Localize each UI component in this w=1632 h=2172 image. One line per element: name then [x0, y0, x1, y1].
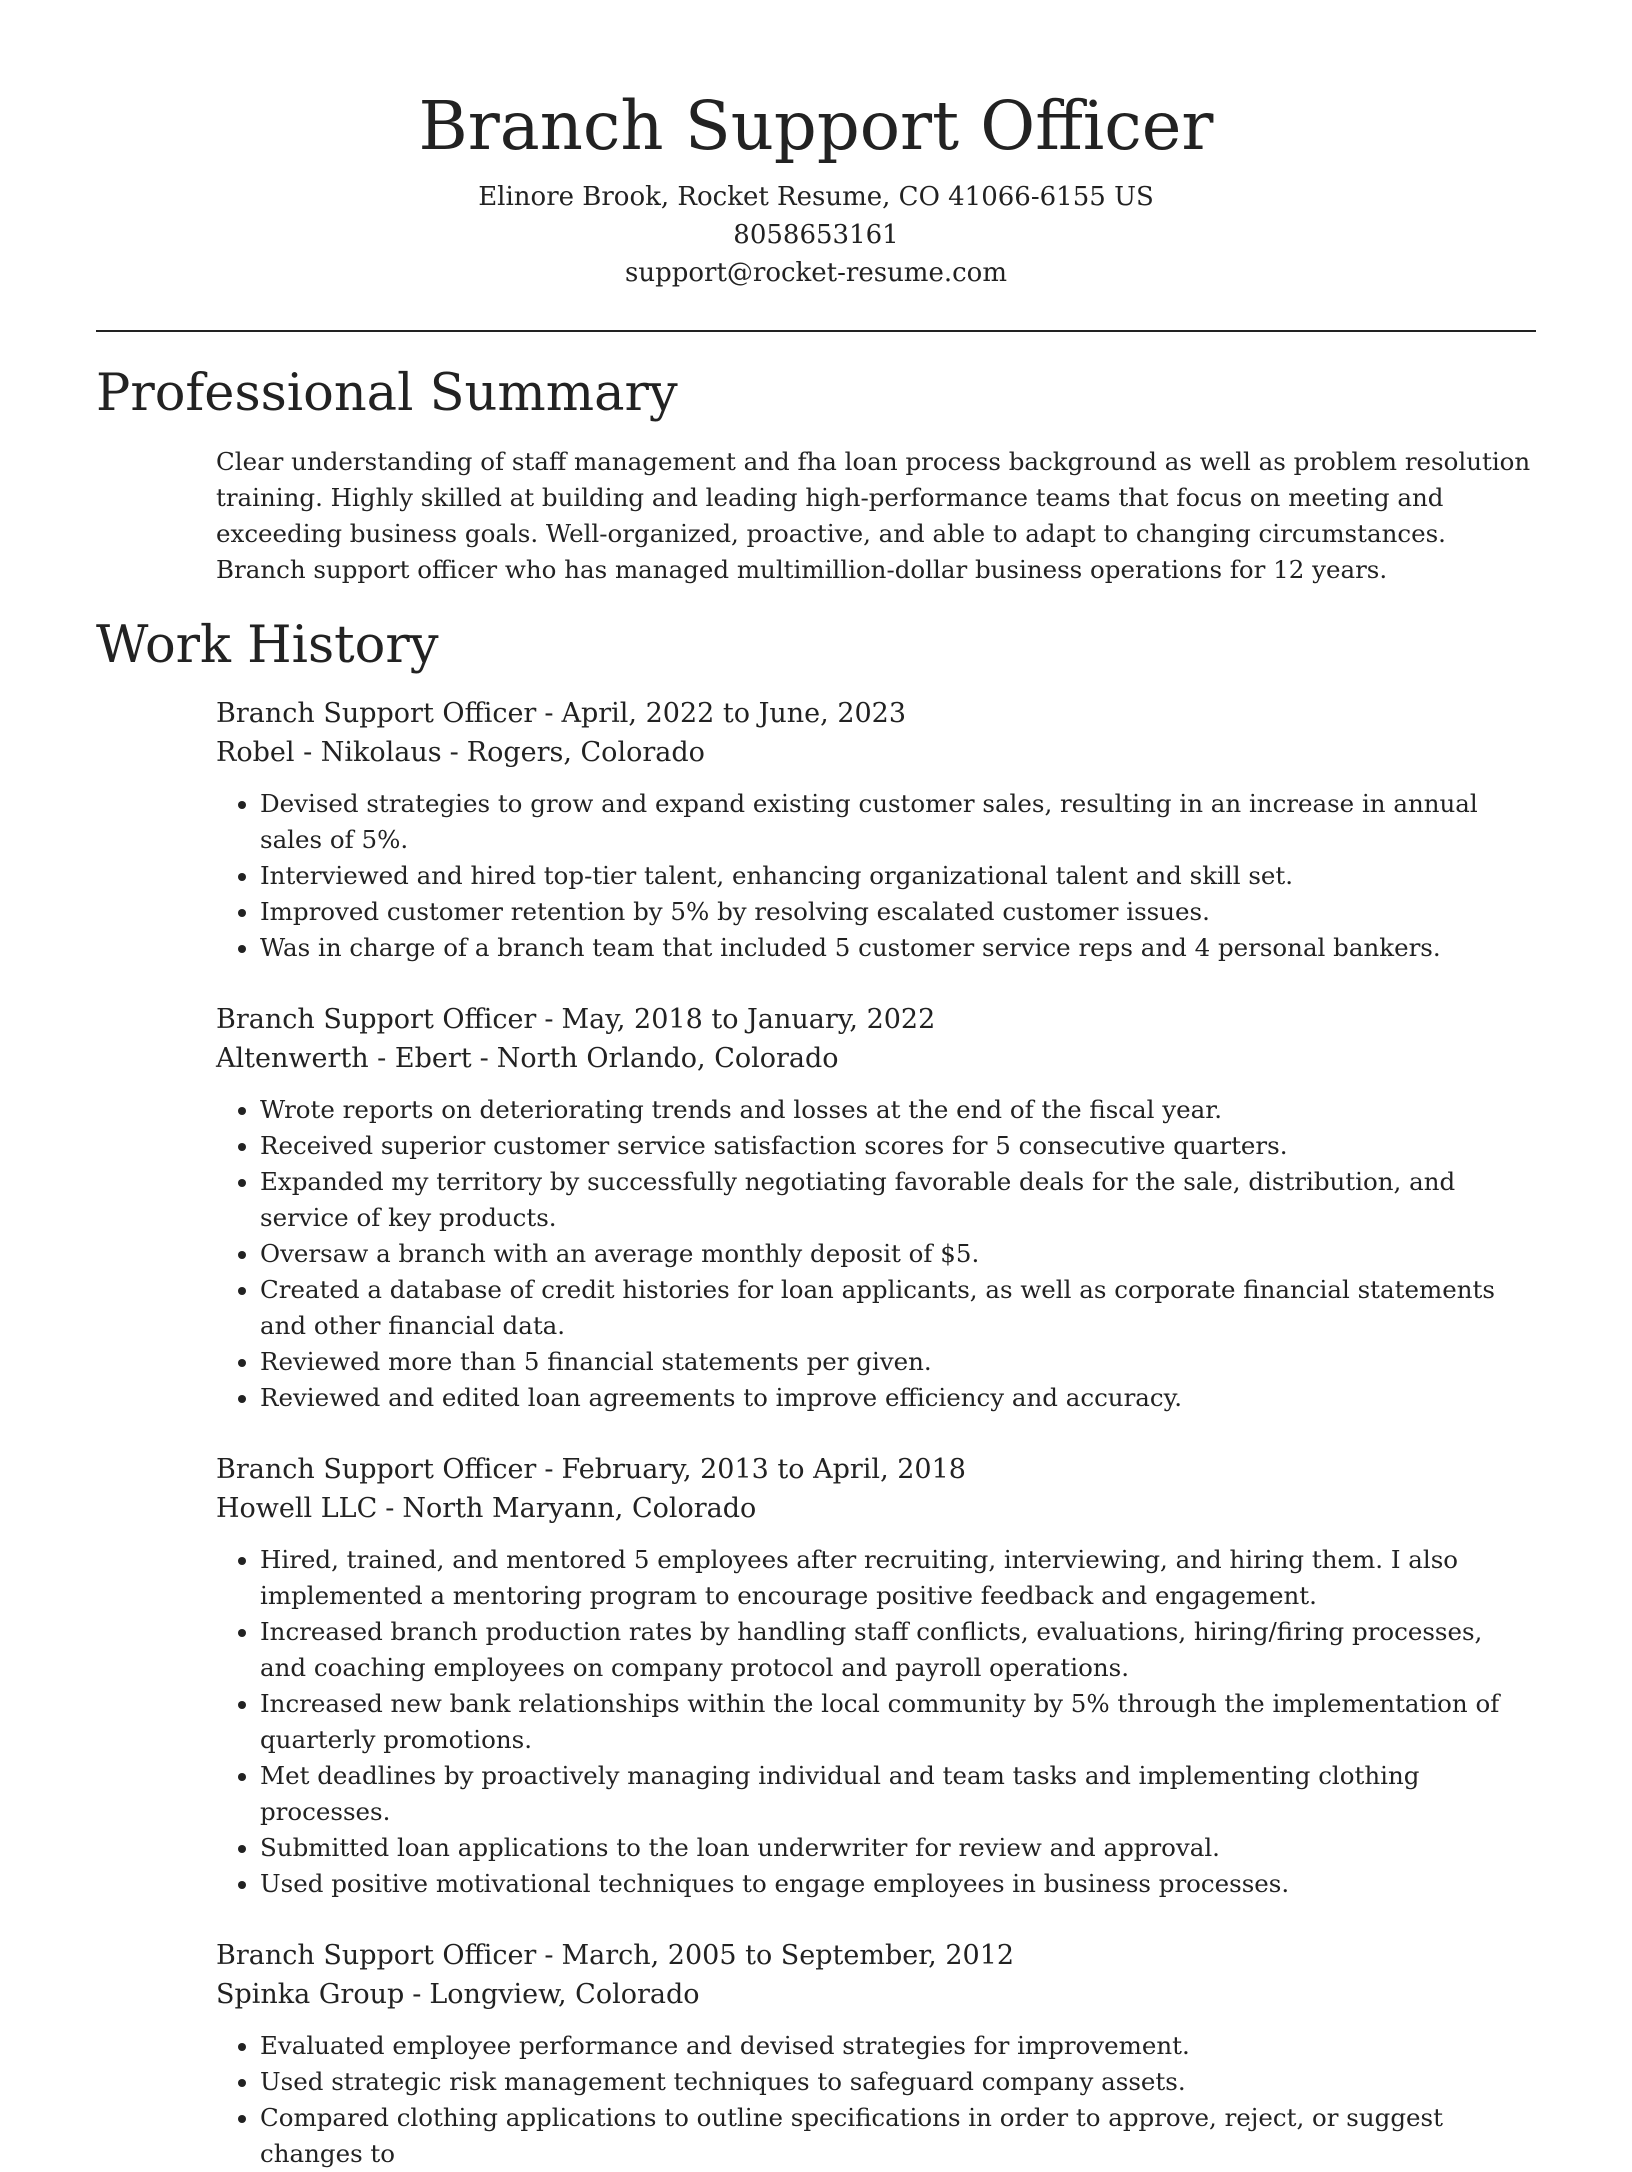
list-item: • Devised strategies to grow and expand existing customer sales, resulting in an increase in annual sales of 5%.: [260, 786, 1536, 858]
job-location: Longview, Colorado: [429, 1979, 700, 2010]
job-location: Rogers, Colorado: [466, 737, 705, 768]
job-title-line: [216, 1450, 1536, 1489]
job-bullets: [216, 1092, 1536, 1416]
job-location: North Maryann, Colorado: [402, 1493, 757, 1524]
separator: -: [412, 1979, 422, 2010]
job-location: North Orlando, Colorado: [496, 1043, 839, 1074]
work-history-heading: Work History: [96, 616, 439, 675]
resume-page: [96, 0, 1536, 2172]
separator: -: [544, 698, 554, 729]
contact-info: [96, 178, 1536, 292]
job-company-line: [216, 733, 1536, 772]
list-item: • Created a database of credit histories for loan applicants, as well as corporate financial statements and other financial data.: [260, 1272, 1536, 1344]
list-item: • Reviewed more than 5 financial statements per given.: [260, 1344, 1536, 1380]
summary-text: Clear understanding of staff management and fha loan process background as well as problem resolution training. Highly skilled at building and leading high-performance teams that focus on meeting and exceeding business goals. Well-organized, proactive, and able to adapt to changing circumstances. Branch support officer who has managed multimillion-dollar business operations for 12 years.: [216, 447, 1531, 584]
list-item: • Wrote reports on deteriorating trends and losses at the end of the fiscal year.: [260, 1092, 1536, 1128]
resume-header: [96, 0, 1536, 292]
job-dates: February, 2013 to April, 2018: [561, 1454, 966, 1485]
list-item: • Met deadlines by proactively managing individual and team tasks and implementing clothing processes.: [260, 1758, 1536, 1830]
job-company-line: [216, 1039, 1536, 1078]
job-company: Howell LLC: [216, 1493, 378, 1524]
list-item: • Compared clothing applications to outline specifications in order to approve, reject, or suggest changes to: [260, 2100, 1536, 2172]
separator: -: [544, 1004, 554, 1035]
summary-heading: Professional Summary: [96, 364, 678, 423]
list-item: • Increased branch production rates by handling staff conflicts, evaluations, hiring/firing processes, and coaching employees on company protocol and payroll operations.: [260, 1614, 1536, 1686]
separator: -: [449, 737, 459, 768]
separator: -: [544, 1454, 554, 1485]
list-item: • Reviewed and edited loan agreements to improve efficiency and accuracy.: [260, 1380, 1536, 1416]
header-divider: [96, 330, 1536, 332]
job-entry: [216, 1936, 1536, 2172]
list-item: • Hired, trained, and mentored 5 employees after recruiting, interviewing, and hiring them. I also implemented a mentoring program to encourage positive feedback and engagement.: [260, 1542, 1536, 1614]
separator: -: [479, 1043, 489, 1074]
job-company-line: [216, 1975, 1536, 2014]
job-dates: April, 2022 to June, 2023: [561, 698, 907, 729]
job-title-line: [216, 694, 1536, 733]
list-item: • Received superior customer service satisfaction scores for 5 consecutive quarters.: [260, 1128, 1536, 1164]
job-company-line: [216, 1489, 1536, 1528]
job-entry: [216, 1000, 1536, 1416]
list-item: • Was in charge of a branch team that included 5 customer service reps and 4 personal bankers.: [260, 930, 1536, 966]
list-item: • Used positive motivational techniques to engage employees in business processes.: [260, 1866, 1536, 1902]
job-title: Branch Support Officer: [216, 1940, 537, 1971]
phone-text: 8058653161: [733, 220, 899, 250]
job-company: Altenwerth - Ebert: [216, 1043, 472, 1074]
page-title: Branch Support Officer: [418, 87, 1214, 165]
list-item: • Evaluated employee performance and devised strategies for improvement.: [260, 2028, 1536, 2064]
job-title: Branch Support Officer: [216, 1004, 537, 1035]
job-bullets: [216, 2028, 1536, 2172]
list-item: • Used strategic risk management techniques to safeguard company assets.: [260, 2064, 1536, 2100]
job-company: Robel - Nikolaus: [216, 737, 442, 768]
job-company: Spinka Group: [216, 1979, 405, 2010]
list-item: • Increased new bank relationships within the local community by 5% through the implementation of quarterly promotions.: [260, 1686, 1536, 1758]
job-entry: [216, 694, 1536, 966]
job-entry: [216, 1450, 1536, 1902]
list-item: • Improved customer retention by 5% by resolving escalated customer issues.: [260, 894, 1536, 930]
list-item: • Interviewed and hired top-tier talent, enhancing organizational talent and skill set.: [260, 858, 1536, 894]
email-text: support@rocket-resume.com: [624, 258, 1007, 288]
job-title: Branch Support Officer: [216, 698, 537, 729]
address-text: Elinore Brook, Rocket Resume, CO 41066-6155 US: [478, 182, 1154, 212]
job-title-line: [216, 1000, 1536, 1039]
job-title: Branch Support Officer: [216, 1454, 537, 1485]
list-item: • Submitted loan applications to the loan underwriter for review and approval.: [260, 1830, 1536, 1866]
job-dates: May, 2018 to January, 2022: [561, 1004, 936, 1035]
job-title-line: [216, 1936, 1536, 1975]
list-item: • Oversaw a branch with an average monthly deposit of $5.: [260, 1236, 1536, 1272]
job-dates: March, 2005 to September, 2012: [561, 1940, 1015, 1971]
separator: -: [544, 1940, 554, 1971]
list-item: • Expanded my territory by successfully negotiating favorable deals for the sale, distribution, and service of key products.: [260, 1164, 1536, 1236]
job-bullets: [216, 786, 1536, 966]
job-bullets: [216, 1542, 1536, 1902]
work-history-list: [216, 694, 1536, 2172]
separator: -: [385, 1493, 395, 1524]
